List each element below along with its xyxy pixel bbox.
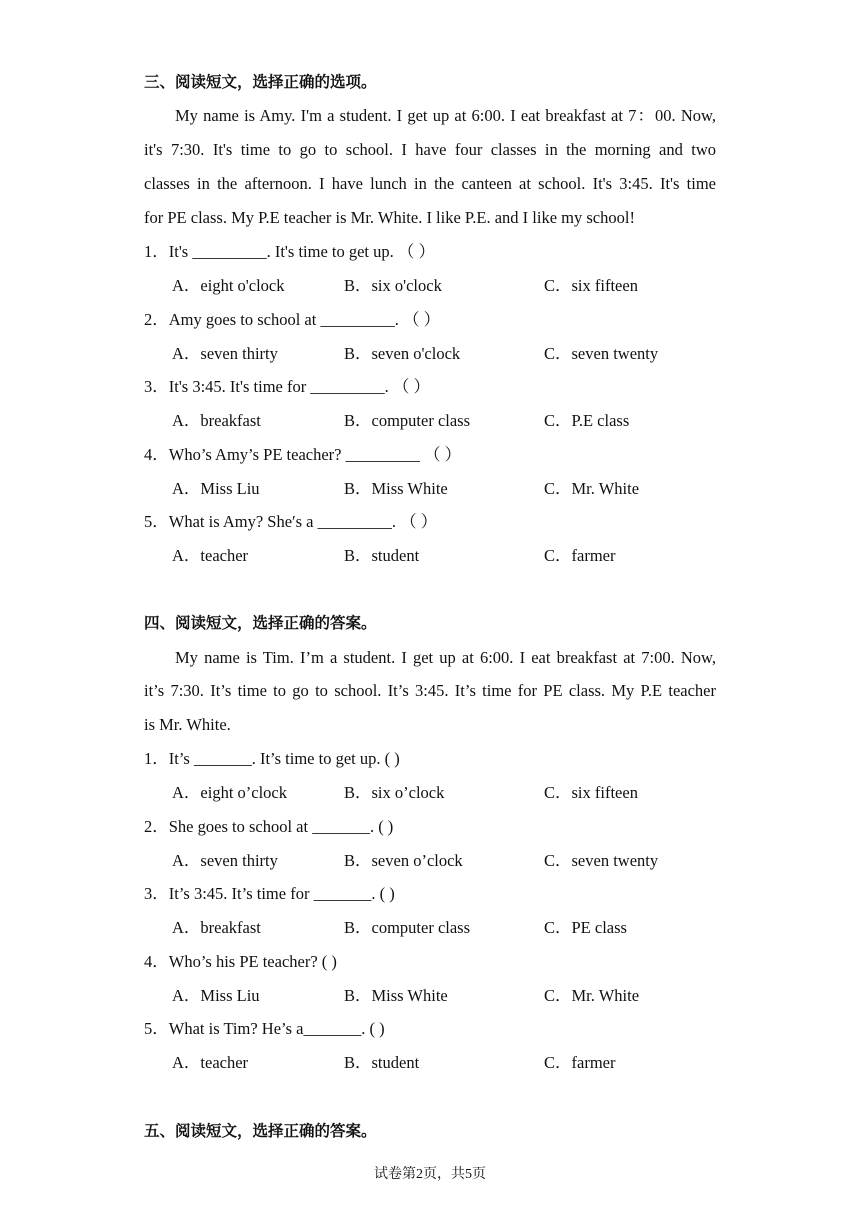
- option-a[interactable]: A．teacher: [172, 1053, 249, 1072]
- section-3-passage-line: it's 7:30. It's time to go to school. I have four classes in the morning and two: [144, 140, 716, 159]
- question: 2．Amy goes to school at _________. （ ）: [144, 310, 441, 329]
- question: 1．It’s _______. It’s time to get up. ( ): [144, 749, 400, 768]
- section-4-heading: 四、阅读短文，选择正确的答案。: [144, 614, 377, 632]
- option-b[interactable]: B．seven o’clock: [344, 851, 463, 870]
- option-b[interactable]: B．student: [344, 1053, 420, 1072]
- option-a[interactable]: A．eight o’clock: [172, 783, 288, 802]
- question: 3．It’s 3:45. It’s time for _______. ( ): [144, 884, 395, 903]
- section-4-passage-line: it’s 7:30. It’s time to go to school. It’s 3:45. It’s time for PE class. My P.E teacher: [144, 681, 716, 700]
- option-b[interactable]: B．Miss White: [344, 986, 448, 1005]
- option-a[interactable]: A．breakfast: [172, 411, 261, 430]
- question: 5．What is Tim? He’s a_______. ( ): [144, 1019, 385, 1038]
- question: 2．She goes to school at _______. ( ): [144, 817, 394, 836]
- option-b[interactable]: B．six o’clock: [344, 783, 445, 802]
- option-a[interactable]: A．eight o'clock: [172, 276, 285, 295]
- section-4-passage-line: is Mr. White.: [144, 715, 231, 734]
- option-a[interactable]: A．seven thirty: [172, 344, 278, 363]
- option-b[interactable]: B．six o'clock: [344, 276, 442, 295]
- option-b[interactable]: B．computer class: [344, 411, 471, 430]
- option-b[interactable]: B．seven o'clock: [344, 344, 461, 363]
- option-b[interactable]: B．student: [344, 546, 420, 565]
- option-c[interactable]: C．seven twenty: [544, 344, 659, 363]
- option-c[interactable]: C．seven twenty: [544, 851, 659, 870]
- question: 3．It's 3:45. It's time for _________. （ ）: [144, 377, 430, 396]
- section-4-passage-line: My name is Tim. I’m a student. I get up at 6:00. I eat breakfast at 7:00. Now,: [175, 648, 716, 667]
- question: 1．It's _________. It's time to get up. （ ）: [144, 242, 436, 261]
- question: 4．Who’s his PE teacher? ( ): [144, 952, 337, 971]
- option-a[interactable]: A．Miss Liu: [172, 986, 260, 1005]
- option-c[interactable]: C．six fifteen: [544, 783, 638, 802]
- section-3-heading: 三、阅读短文，选择正确的选项。: [144, 73, 377, 91]
- option-a[interactable]: A．seven thirty: [172, 851, 278, 870]
- option-c[interactable]: C．Mr. White: [544, 986, 640, 1005]
- option-c[interactable]: C．farmer: [544, 1053, 616, 1072]
- section-5-heading: 五、阅读短文，选择正确的答案。: [144, 1122, 377, 1140]
- option-a[interactable]: A．teacher: [172, 546, 249, 565]
- option-c[interactable]: C．farmer: [544, 546, 616, 565]
- question: 5．What is Amy? She′s a _________. （ ）: [144, 512, 438, 531]
- option-c[interactable]: C．Mr. White: [544, 479, 640, 498]
- question: 4．Who’s Amy’s PE teacher? _________ （ ）: [144, 445, 462, 464]
- option-a[interactable]: A．Miss Liu: [172, 479, 260, 498]
- section-3-passage-line: My name is Amy. I'm a student. I get up at 6:00. I eat breakfast at 7：00. Now,: [175, 106, 716, 125]
- section-3-passage-line: for PE class. My P.E teacher is Mr. White. I like P.E. and I like my school!: [144, 208, 635, 227]
- option-c[interactable]: C．six fifteen: [544, 276, 638, 295]
- option-c[interactable]: C．PE class: [544, 918, 627, 937]
- option-c[interactable]: C．P.E class: [544, 411, 630, 430]
- option-b[interactable]: B．Miss White: [344, 479, 448, 498]
- page-footer: 试卷第2页，共5页: [374, 1167, 486, 1182]
- section-3-passage-line: classes in the afternoon. I have lunch in the canteen at school. It's 3:45. It's time: [144, 174, 716, 193]
- option-a[interactable]: A．breakfast: [172, 918, 261, 937]
- option-b[interactable]: B．computer class: [344, 918, 471, 937]
